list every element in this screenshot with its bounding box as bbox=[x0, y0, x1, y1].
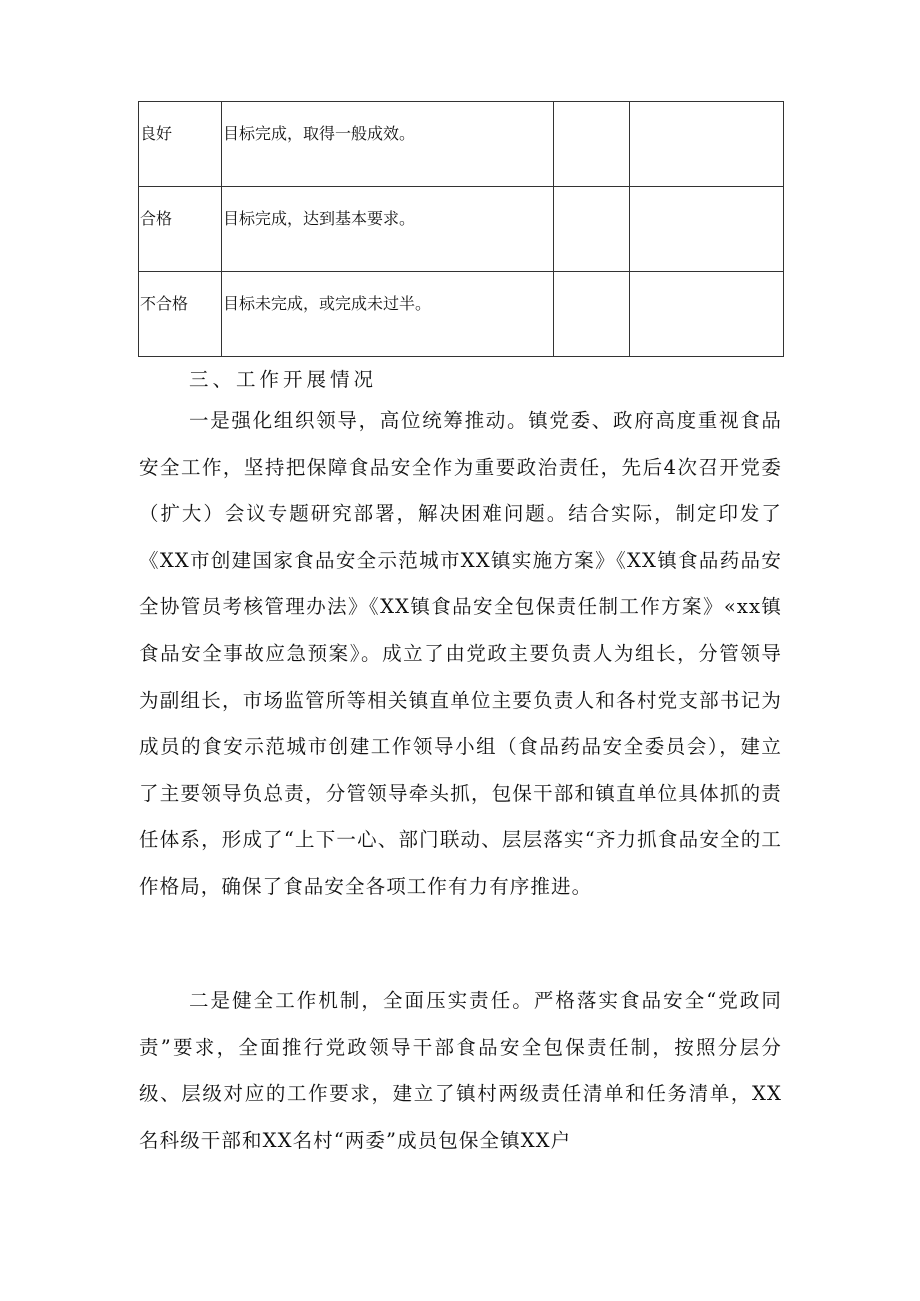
grade-cell bbox=[139, 102, 222, 187]
description-cell bbox=[222, 272, 554, 357]
empty-cell bbox=[554, 102, 630, 187]
grade-label: 不合格 bbox=[140, 294, 189, 313]
grade-description: 目标完成，取得一般成效。 bbox=[223, 124, 416, 143]
empty-cell bbox=[630, 187, 784, 272]
grade-cell bbox=[139, 272, 222, 357]
table-row bbox=[139, 102, 784, 187]
table-row bbox=[139, 187, 784, 272]
description-cell bbox=[222, 187, 554, 272]
description-cell bbox=[222, 102, 554, 187]
paragraph-work-mechanism: 二是健全工作机制，全面压实责任。严格落实食品安全“党政同责”要求，全面推行党政领导干部食品安全包保责任制，按照分层分级、层级对应的工作要求，建立了镇村两级责任清单和任务清单，XX名科级干部和XX名村“两委”成员包保全镇XX户 bbox=[139, 989, 782, 1152]
table-row bbox=[139, 272, 784, 357]
grade-cell bbox=[139, 187, 222, 272]
grade-label: 合格 bbox=[140, 209, 173, 228]
empty-cell bbox=[630, 272, 784, 357]
section-heading: 三、工作开展情况 bbox=[189, 368, 378, 391]
grade-label: 良好 bbox=[140, 124, 173, 143]
rating-table bbox=[138, 101, 784, 357]
grade-description: 目标未完成，或完成未过半。 bbox=[223, 294, 432, 313]
empty-cell bbox=[554, 187, 630, 272]
paragraph-organization-leadership: 一是强化组织领导，高位统筹推动。镇党委、政府高度重视食品安全工作，坚持把保障食品安全作为重要政治责任，先后4次召开党委（扩大）会议专题研究部署，解决困难问题。结合实际，制定印发了《XX市创建国家食品安全示范城市XX镇实施方案》《XX镇食品药品安全协管员考核管理办法》《XX镇食品安全包保责任制工作方案》«xx镇食品安全事故应急预案》。成立了由党政主要负责人为组长，分管领导为副组长，市场监管所等相关镇直单位主要负责人和各村党支部书记为成员的食安示范城市创建工作领导小组（食品药品安全委员会），建立了主要领导负总责，分管领导牵头抓，包保干部和镇直单位具体抓的责任体系，形成了“上下一心、部门联动、层层落实“齐力抓食品安全的工作格局，确保了食品安全各项工作有力有序推进。 bbox=[139, 409, 782, 898]
empty-cell bbox=[554, 272, 630, 357]
grade-description: 目标完成，达到基本要求。 bbox=[223, 209, 416, 228]
empty-cell bbox=[630, 102, 784, 187]
